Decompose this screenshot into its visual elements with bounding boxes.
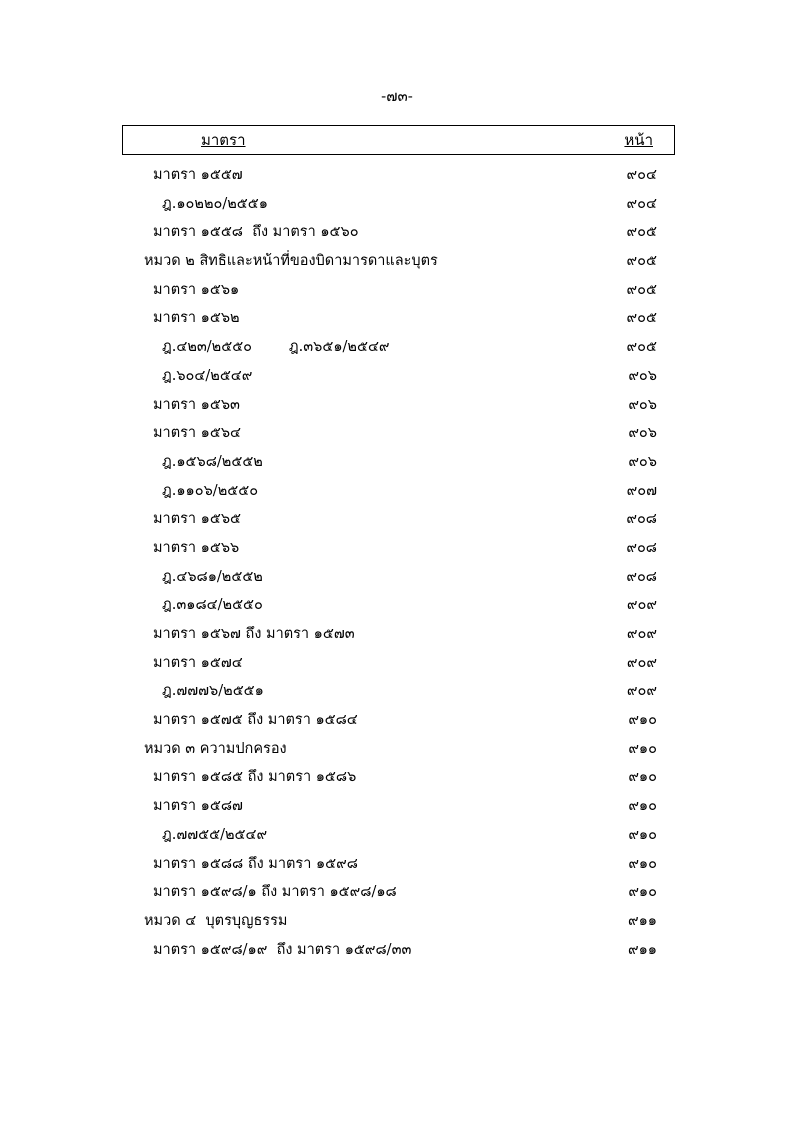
toc-section-row (0, 880, 794, 909)
entry-page-number: ๙๐๘ (626, 539, 657, 556)
entry-label: มาตรา ๑๕๖๗ ถึง มาตรา ๑๕๗๓ (153, 626, 355, 642)
entry-page-number: ๙๐๖ (628, 453, 657, 470)
entry-page-number: ๙๐๙ (626, 597, 657, 614)
entry-label: มาตรา ๑๕๖๕ (153, 511, 242, 528)
entry-label: ฎ.๗๗๗๖/๒๕๕๑ (162, 683, 264, 700)
toc-case-row (0, 593, 794, 622)
entry-page-number: ๙๐๕ (626, 339, 657, 356)
entry-label: มาตรา ๑๕๖๑ (153, 281, 240, 298)
toc-section-row (0, 794, 794, 823)
entry-page-number: ๙๐๕ (626, 224, 657, 241)
entry-label: ฎ.๔๒๓/๒๕๕๐ ฎ.๓๖๕๑/๒๕๔๙ (162, 339, 390, 356)
entry-page-number: ๙๐๗ (626, 482, 657, 499)
entry-page-number: ๙๐๕ (626, 281, 657, 298)
entry-page-number: ๙๐๕ (626, 310, 657, 327)
toc-section-row (0, 708, 794, 737)
entry-page-number: ๙๐๙ (626, 626, 657, 642)
entry-page-number: ๙๐๔ (626, 167, 657, 183)
entry-page-number: ๙๑๐ (628, 826, 657, 843)
entry-page-number: ๙๐๙ (626, 683, 657, 700)
entry-label: ฎ.๑๕๖๘/๒๕๕๒ (162, 453, 263, 470)
toc-chapter-row (0, 249, 794, 278)
entry-label: มาตรา ๑๕๗๕ ถึง มาตรา ๑๕๘๔ (153, 712, 358, 729)
entry-page-number: ๙๑๐ (628, 740, 657, 757)
toc-section-row (0, 651, 794, 680)
entry-label: มาตรา ๑๕๗๔ (153, 654, 243, 671)
toc-section-row (0, 278, 794, 307)
entry-page-number: ๙๑๑ (627, 941, 657, 958)
toc-section-row (0, 220, 794, 249)
entry-page-number: ๙๑๐ (628, 884, 657, 901)
entry-page-number: ๙๐๘ (626, 511, 657, 528)
toc-case-row (0, 679, 794, 708)
entry-label: หมวด ๓ ความปกครอง (144, 740, 287, 757)
entry-label: หมวด ๒ สิทธิและหน้าที่ของบิดามารดาและบุตร (144, 253, 438, 270)
toc-case-row (0, 364, 794, 393)
toc-chapter-row (0, 737, 794, 766)
entry-label: ฎ.๖๐๔/๒๕๔๙ (162, 367, 253, 384)
entry-page-number: ๙๐๘ (626, 568, 657, 585)
entry-label: มาตรา ๑๕๖๒ (153, 310, 240, 327)
entry-page-number: ๙๐๖ (628, 425, 657, 442)
toc-case-row (0, 823, 794, 852)
entry-page-number: ๙๑๐ (628, 712, 657, 729)
toc-chapter-row (0, 909, 794, 938)
toc-case-row (0, 192, 794, 221)
entry-page-number: ๙๑๑ (627, 912, 657, 929)
entry-page-number: ๙๑๐ (628, 798, 657, 815)
header-section-label: มาตรา (201, 131, 246, 149)
entry-label: ฎ.๑๑๐๖/๒๕๕๐ (162, 482, 259, 499)
table-header (122, 125, 675, 155)
toc-section-row (0, 765, 794, 794)
entry-label: มาตรา ๑๕๙๘/๑๙ ถึง มาตรา ๑๕๙๘/๓๓ (153, 941, 412, 958)
page-number: -๗๓- (381, 87, 413, 105)
toc-case-row (0, 565, 794, 594)
toc-section-row (0, 393, 794, 422)
entry-label: มาตรา ๑๕๘๘ ถึง มาตรา ๑๕๙๘ (153, 855, 358, 872)
toc-section-row (0, 536, 794, 565)
entry-page-number: ๙๐๖ (628, 367, 657, 384)
toc-section-row (0, 938, 794, 967)
entry-label: มาตรา ๑๕๖๖ (153, 539, 240, 556)
entry-label: มาตรา ๑๕๙๘/๑ ถึง มาตรา ๑๕๙๘/๑๘ (153, 884, 397, 901)
entry-page-number: ๙๑๐ (628, 769, 657, 786)
toc-case-row (0, 450, 794, 479)
toc-section-row (0, 163, 794, 192)
entry-page-number: ๙๑๐ (628, 855, 657, 872)
toc-case-row (0, 335, 794, 364)
entry-label: ฎ.๑๐๒๒๐/๒๕๕๑ (162, 195, 268, 212)
toc-entries (0, 163, 794, 966)
toc-section-row (0, 622, 794, 651)
toc-section-row (0, 507, 794, 536)
header-page-label: หน้า (624, 131, 653, 149)
entry-label: มาตรา ๑๕๕๘ ถึง มาตรา ๑๕๖๐ (153, 224, 359, 241)
entry-label: ฎ.๔๖๘๑/๒๕๕๒ (162, 568, 263, 585)
entry-label: ฎ.๓๑๘๔/๒๕๕๐ (162, 597, 263, 614)
entry-label: หมวด ๔ บุตรบุญธรรม (144, 912, 288, 929)
entry-label: ฎ.๗๗๕๕/๒๕๔๙ (162, 826, 268, 843)
entry-label: มาตรา ๑๕๘๗ (153, 798, 243, 815)
entry-label: มาตรา ๑๕๖๓ (153, 396, 240, 413)
entry-page-number: ๙๐๕ (626, 253, 657, 270)
entry-label: มาตรา ๑๕๘๕ ถึง มาตรา ๑๕๘๖ (153, 769, 357, 786)
toc-section-row (0, 306, 794, 335)
entry-label: มาตรา ๑๕๖๔ (153, 425, 242, 442)
entry-page-number: ๙๐๙ (626, 654, 657, 671)
entry-label: มาตรา ๑๕๕๗ (153, 167, 243, 183)
entry-page-number: ๙๐๔ (626, 195, 657, 212)
toc-section-row (0, 421, 794, 450)
toc-case-row (0, 479, 794, 508)
toc-section-row (0, 852, 794, 881)
entry-page-number: ๙๐๖ (628, 396, 657, 413)
